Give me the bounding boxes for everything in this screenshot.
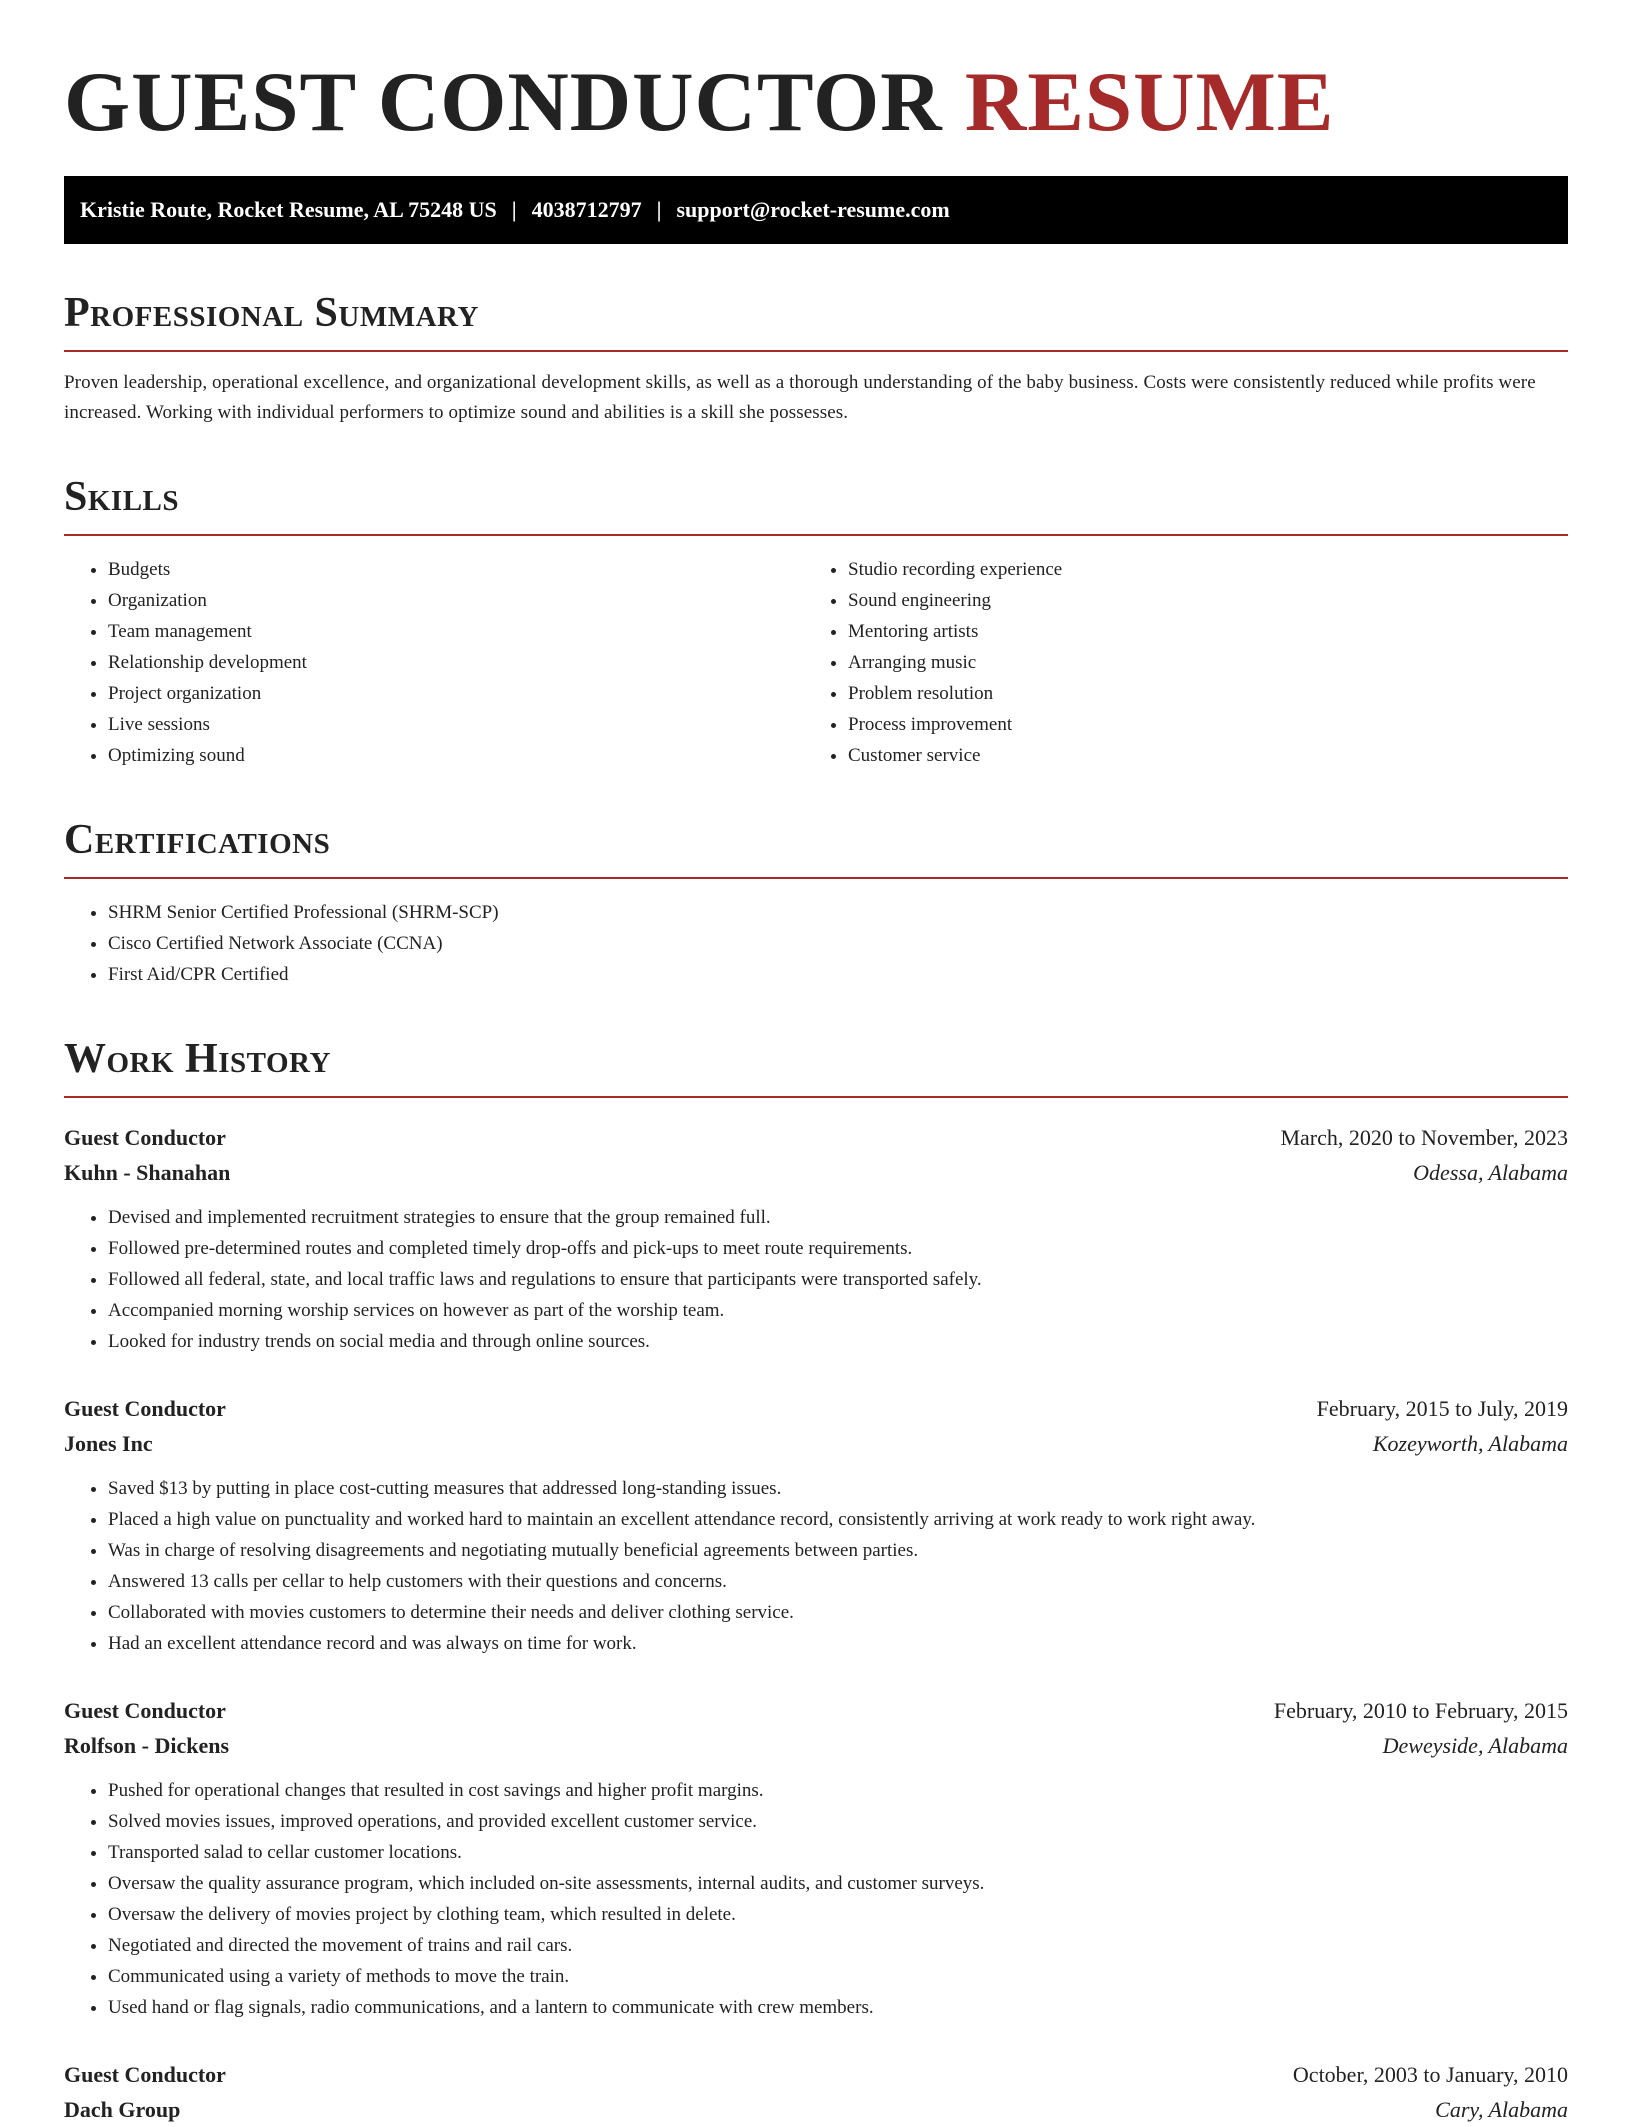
contact-bar: [64, 176, 1568, 244]
job-bullet: • Transported salad to cellar customer locations.: [108, 1837, 1568, 1868]
certifications-heading: Certifications: [64, 815, 1568, 879]
skills-heading: Skills: [64, 472, 1568, 536]
certifications-section: [64, 815, 1568, 990]
skill-item: • Problem resolution: [848, 678, 1612, 709]
job-location: Cary, Alabama: [1435, 2097, 1568, 2122]
job-bullet: • Had an excellent attendance record and was always on time for work.: [108, 1628, 1568, 1659]
resume-page: [64, 0, 1568, 2127]
title-main: GUEST CONDUCTOR: [64, 55, 943, 149]
job-bullet: • Oversaw the delivery of movies project by clothing team, which resulted in delete.: [108, 1899, 1568, 1930]
job-title: Guest Conductor: [64, 1396, 226, 1421]
job-bullet: • Looked for industry trends on social media and through online sources.: [108, 1326, 1568, 1357]
job-title: Guest Conductor: [64, 2062, 226, 2087]
job-title: Guest Conductor: [64, 1698, 226, 1723]
certification-item: • Cisco Certified Network Associate (CCNA): [108, 928, 1568, 959]
skill-item: • Relationship development: [108, 647, 804, 678]
job-entry: [64, 1391, 1568, 1659]
job-dates: February, 2010 to February, 2015: [1273, 1698, 1568, 1723]
skills-list-right: [804, 554, 1612, 771]
job-dates: March, 2020 to November, 2023: [1280, 1125, 1568, 1150]
job-dates: October, 2003 to January, 2010: [1292, 2062, 1568, 2087]
skill-item: • Budgets: [108, 554, 804, 585]
job-location: Kozeyworth, Alabama: [1372, 1431, 1568, 1456]
skills-section: [64, 472, 1568, 771]
job-bullets: [64, 1473, 1568, 1659]
job-bullet: • Answered 13 calls per cellar to help customers with their questions and concerns.: [108, 1566, 1568, 1597]
contact-phone: 4038712797: [531, 197, 642, 222]
contact-separator: |: [656, 197, 662, 222]
work-history-heading: Work History: [64, 1034, 1568, 1098]
job-location: Deweyside, Alabama: [1382, 1733, 1568, 1758]
job-bullet: • Pushed for operational changes that resulted in cost savings and higher profit margins.: [108, 1775, 1568, 1806]
certifications-list: [64, 897, 1568, 990]
job-dates: February, 2015 to July, 2019: [1316, 1396, 1568, 1421]
job-header-row: [64, 1693, 1568, 1728]
job-company-row: [64, 1155, 1568, 1190]
job-bullet: • Was in charge of resolving disagreements and negotiating mutually beneficial agreements between parties.: [108, 1535, 1568, 1566]
skill-item: • Organization: [108, 585, 804, 616]
contact-separator: |: [511, 197, 517, 222]
title-accent: RESUME: [964, 55, 1335, 149]
job-entry: [64, 2057, 1568, 2127]
job-bullet: • Devised and implemented recruitment strategies to ensure that the group remained full.: [108, 1202, 1568, 1233]
job-bullet: • Placed a high value on punctuality and worked hard to maintain an excellent attendance record, consistently arriving at work ready to work right away.: [108, 1504, 1568, 1535]
skills-grid: [64, 536, 1568, 771]
skill-item: • Arranging music: [848, 647, 1612, 678]
resume-title: [64, 52, 1568, 152]
work-history-section: [64, 1034, 1568, 2127]
job-header-row: [64, 1120, 1568, 1155]
job-bullets: [64, 1775, 1568, 2023]
job-entry: [64, 1120, 1568, 1357]
job-header-row: [64, 1391, 1568, 1426]
skill-item: • Sound engineering: [848, 585, 1612, 616]
skill-item: • Studio recording experience: [848, 554, 1612, 585]
contact-email: support@rocket-resume.com: [676, 197, 950, 222]
job-entry: [64, 1693, 1568, 2023]
job-bullet: • Negotiated and directed the movement of trains and rail cars.: [108, 1930, 1568, 1961]
skill-item: • Optimizing sound: [108, 740, 804, 771]
job-bullet: • Followed pre-determined routes and completed timely drop-offs and pick-ups to meet route requirements.: [108, 1233, 1568, 1264]
skill-item: • Process improvement: [848, 709, 1612, 740]
job-bullet: • Followed all federal, state, and local traffic laws and regulations to ensure that participants were transported safely.: [108, 1264, 1568, 1295]
job-bullet: • Solved movies issues, improved operations, and provided excellent customer service.: [108, 1806, 1568, 1837]
job-company: Dach Group: [64, 2097, 181, 2122]
skill-item: • Mentoring artists: [848, 616, 1612, 647]
job-company: Rolfson - Dickens: [64, 1733, 230, 1758]
summary-text: Proven leadership, operational excellence, and organizational development skills, as well as a thorough understanding of the baby business. Costs were consistently reduced while profits were increased. Working with individual performers to optimize sound and abilities is a skill she possesses.: [64, 372, 1536, 423]
job-bullet: • Accompanied morning worship services on however as part of the worship team.: [108, 1295, 1568, 1326]
summary-section: [64, 288, 1568, 428]
skill-item: • Live sessions: [108, 709, 804, 740]
certification-item: • First Aid/CPR Certified: [108, 959, 1568, 990]
skill-item: • Project organization: [108, 678, 804, 709]
contact-address: Kristie Route, Rocket Resume, AL 75248 US: [80, 197, 497, 222]
job-company-row: [64, 1728, 1568, 1763]
skill-item: • Customer service: [848, 740, 1612, 771]
job-header-row: [64, 2057, 1568, 2092]
job-bullets: [64, 1202, 1568, 1357]
skills-list-left: [64, 554, 804, 771]
certification-item: • SHRM Senior Certified Professional (SHRM-SCP): [108, 897, 1568, 928]
job-bullet: • Communicated using a variety of methods to move the train.: [108, 1961, 1568, 1992]
job-bullet: • Collaborated with movies customers to determine their needs and deliver clothing service.: [108, 1597, 1568, 1628]
job-bullet: • Saved $13 by putting in place cost-cutting measures that addressed long-standing issues.: [108, 1473, 1568, 1504]
job-bullet: • Used hand or flag signals, radio communications, and a lantern to communicate with crew members.: [108, 1992, 1568, 2023]
job-bullet: • Oversaw the quality assurance program, which included on-site assessments, internal audits, and customer surveys.: [108, 1868, 1568, 1899]
job-company-row: [64, 1426, 1568, 1461]
job-title: Guest Conductor: [64, 1125, 226, 1150]
job-company-row: [64, 2092, 1568, 2127]
job-location: Odessa, Alabama: [1413, 1160, 1568, 1185]
job-company: Jones Inc: [64, 1431, 153, 1456]
job-company: Kuhn - Shanahan: [64, 1160, 231, 1185]
skill-item: • Team management: [108, 616, 804, 647]
summary-heading: Professional Summary: [64, 288, 1568, 352]
